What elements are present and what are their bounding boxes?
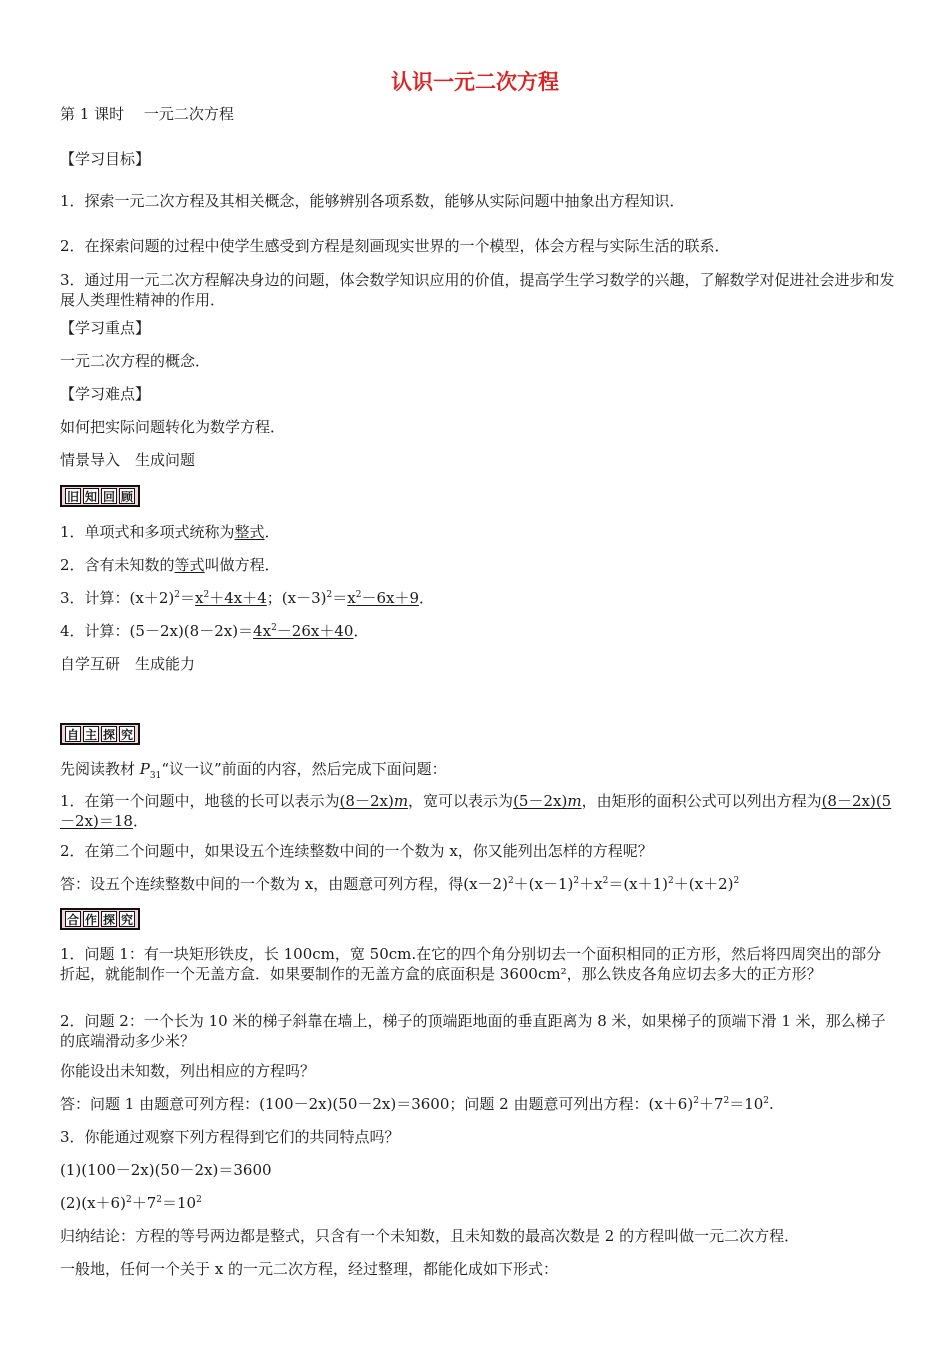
badge-char: 回 — [102, 490, 115, 504]
answer-blank: 整式 — [234, 523, 265, 541]
answer-blank: $x^2-6x+9$ — [347, 589, 419, 607]
review-item-3: 3．计算：$(x+2)^2=x^2+4x+4$；$(x-3)^2=x^2-6x+9$． — [60, 589, 434, 607]
badge-char: 究 — [120, 728, 133, 742]
answer-blank: (8－2x)m — [339, 792, 409, 810]
badge-char: 探 — [102, 913, 115, 927]
answer-blank: 等式 — [174, 556, 205, 574]
badge-char: 主 — [84, 728, 97, 742]
badge-char: 究 — [120, 913, 133, 927]
coop-answer: 答：问题 1 由题意可列方程：(100－2x)(50－2x)＝3600；问题 2 由题意可列出方程：$(x+6)^2+7^2=10^2$. — [60, 1095, 774, 1113]
key-text: 一元二次方程的概念． — [60, 352, 211, 370]
badge-char: 顾 — [120, 490, 133, 504]
badge-char: 旧 — [66, 490, 79, 504]
badge-char: 自 — [66, 728, 79, 742]
coop-problem-2: 2．问题 2：一个长为 10 米的梯子斜靠在墙上，梯子的顶端距地面的垂直距离为 8 米，如果梯子的顶端下滑 1 米，那么梯子的底端滑动多少米？ — [60, 1012, 886, 1050]
review-item-2: 2．含有未知数的等式叫做方程． — [60, 556, 280, 574]
self-explore-badge — [60, 723, 140, 745]
review-item-4: 4．计算：$(5-2x)(8-2x)=4x^2-26x+40$． — [60, 622, 369, 640]
answer-blank: (8－2x)(5－2x)＝18 — [60, 792, 892, 830]
self-answer-2: 答：设五个连续整数中间的一个数为 x，由题意可列方程，得$(x-2)^2+(x-1)^2+x^2=(x+1)^2+(x+2)^2$ — [60, 875, 740, 893]
difficulty-header: 【学习难点】 — [60, 385, 151, 403]
answer-blank: (5－2x)m — [513, 792, 582, 810]
section-self-study-heading: 自学互研 生成能力 — [60, 655, 196, 673]
badge-char: 探 — [102, 728, 115, 742]
coop-question: 你能设出未知数，列出相应的方程吗？ — [60, 1062, 316, 1080]
difficulty-text: 如何把实际问题转化为数学方程． — [60, 418, 286, 436]
self-intro: 先阅读教材 $P_{31}“$议一议”前面的内容，然后完成下面问题： — [60, 760, 447, 781]
badge-char: 合 — [66, 913, 79, 927]
goal-3: 3．通过用一元二次方程解决身边的问题，体会数学知识应用的价值，提高学生学习数学的兴趣，了解数学对促进社会进步和发展人类理性精神的作用． — [60, 271, 895, 309]
self-question-1: 1．在第一个问题中，地毯的长可以表示为(8－2x)m，宽可以表示为(5－2x)m，由矩形的面积公式可以列出方程为(8－2x)(5－2x)＝18． — [60, 792, 892, 830]
goal-2: 2．在探索问题的过程中使学生感受到方程是刻画现实世界的一个模型，体会方程与实际生活的联系． — [60, 237, 730, 255]
equation-1: (1)(100－2x)(50－2x)＝3600 — [60, 1161, 272, 1179]
coop-problem-1: 1．问题 1：有一块矩形铁皮，长 100cm，宽 50cm.在它的四个角分别切去一个面积相同的正方形，然后将四周突出的部分折起，就能制作一个无盖方盒．如果要制作的无盖方盒的底面积是 3600cm²，那么铁皮各角应切去多大的正方形？ — [60, 945, 882, 983]
lesson-heading: 第 1 课时 一元二次方程 — [60, 105, 234, 123]
document-title: 认识一元二次方程 — [391, 70, 559, 94]
coop-explore-badge — [60, 908, 140, 930]
answer-blank: $4x^2-26x+40$ — [253, 622, 354, 640]
review-item-1: 1．单项式和多项式统称为整式． — [60, 523, 280, 541]
section-intro-heading: 情景导入 生成问题 — [60, 451, 196, 469]
general-form-intro: 一般地，任何一个关于 x 的一元二次方程，经过整理，都能化成如下形式： — [60, 1260, 558, 1278]
goals-header: 【学习目标】 — [60, 150, 151, 168]
badge-char: 作 — [84, 913, 97, 927]
answer-blank: $x^2+4x+4$ — [195, 589, 267, 607]
key-header: 【学习重点】 — [60, 319, 151, 337]
coop-question-3: 3．你能通过观察下列方程得到它们的共同特点吗？ — [60, 1128, 400, 1146]
badge-char: 知 — [84, 490, 97, 504]
equation-2: $(2)(x+6)^2+7^2=10^2$ — [60, 1194, 202, 1212]
conclusion: 归纳结论：方程的等号两边都是整式，只含有一个未知数，且未知数的最高次数是 2 的方程叫做一元二次方程． — [60, 1227, 800, 1245]
goal-1: 1．探索一元二次方程及其相关概念，能够辨别各项系数，能够从实际问题中抽象出方程知识． — [60, 192, 685, 210]
self-question-2: 2．在第二个问题中，如果设五个连续整数中间的一个数为 x，你又能列出怎样的方程呢？ — [60, 842, 653, 860]
review-badge — [60, 485, 140, 507]
